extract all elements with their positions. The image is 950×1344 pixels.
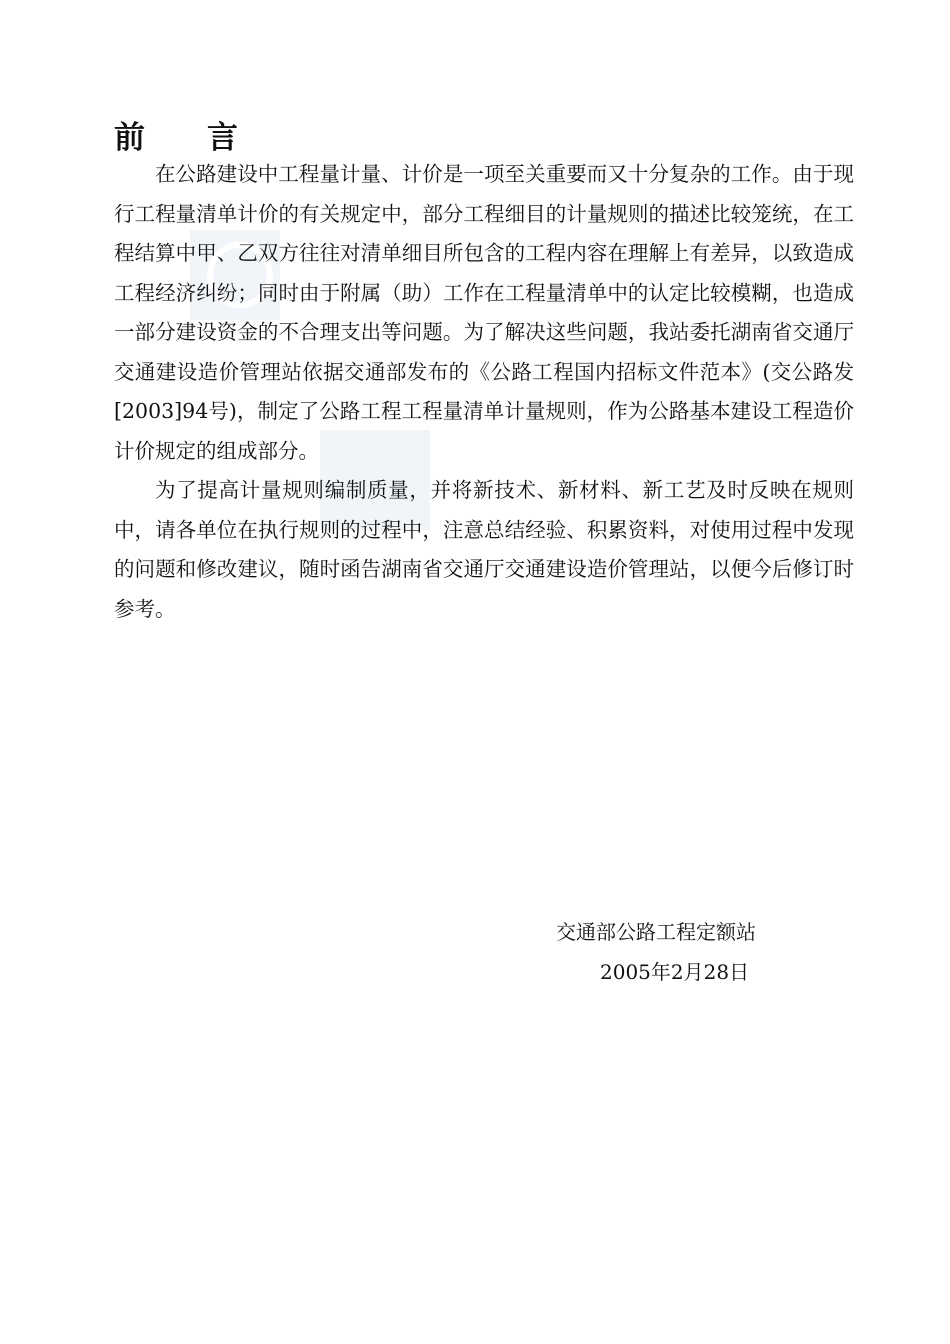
paragraph-1: 在公路建设中工程量计量、计价是一项至关重要而又十分复杂的工作。由于现行工程量清单计价的有关规定中，部分工程细目的计量规则的描述比较笼统，在工程结算中甲、乙双方往往对清单细目所包含的工程内容在理解上有差异，以致造成工程经济纠纷；同时由于附属（助）工作在工程量清单中的认定比较模糊，也造成一部分建设资金的不合理支出等问题。为了解决这些问题，我站委托湖南省交通厅交通建设造价管理站依据交通部发布的《公路工程国内招标文件范本》(交公路发[2003]94号)，制定了公路工程工程量清单计量规则，作为公路基本建设工程造价计价规定的组成部分。 [114,162,854,463]
body-text [114,155,854,629]
signature: 交通部公路工程定额站 [556,920,756,944]
paragraph-2: 为了提高计量规则编制质量，并将新技术、新材料、新工艺及时反映在规则中，请各单位在执行规则的过程中，注意总结经验、积累资料，对使用过程中发现的问题和修改建议，随时函告湖南省交通厅交通建设造价管理站，以便今后修订时参考。 [114,478,854,621]
page-title: 前 言 [114,120,238,156]
signature-date: 2005年2月28日 [600,960,750,984]
